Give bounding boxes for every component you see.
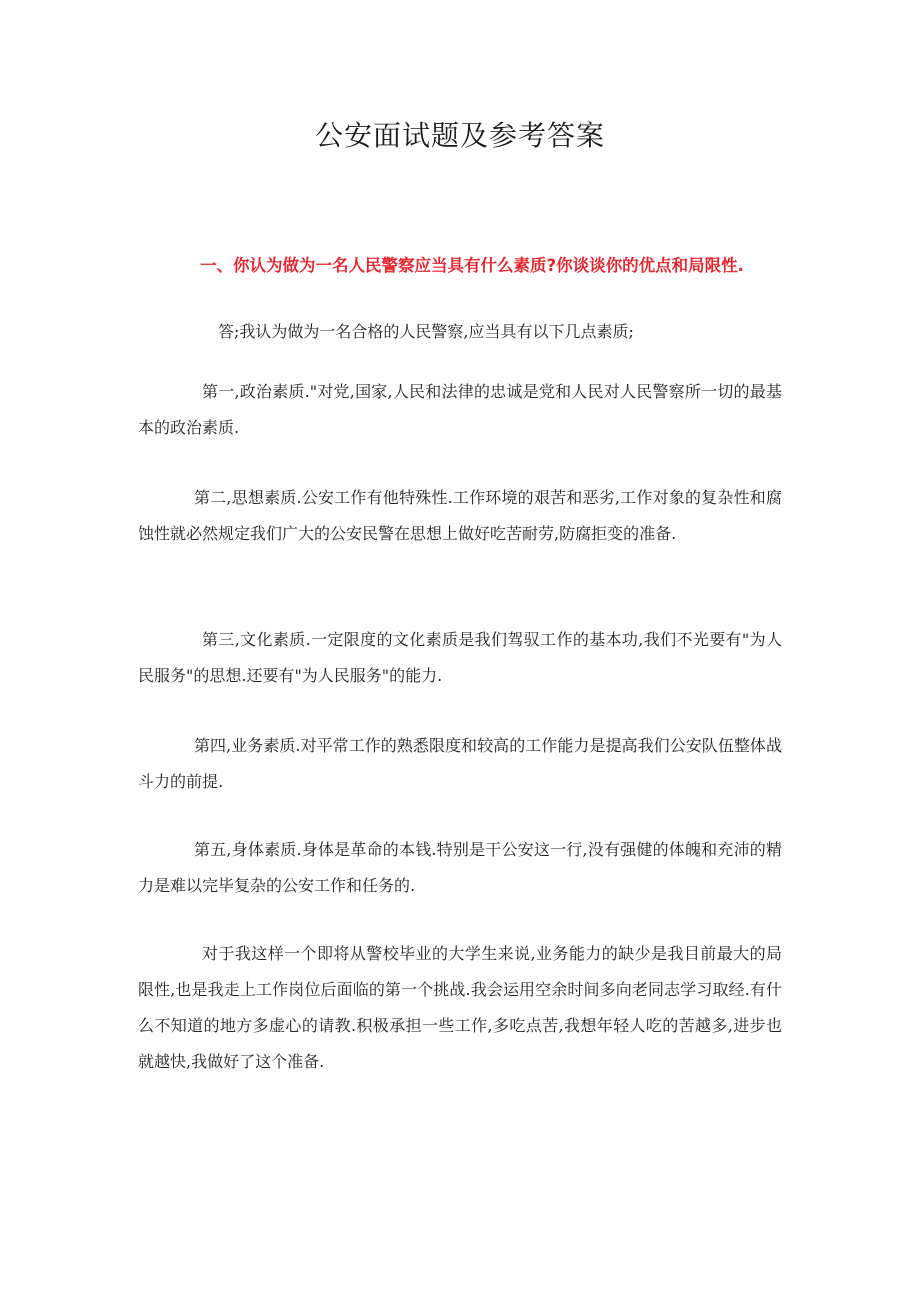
question-heading: 一、你认为做为一名人民警察应当具有什么素质?你谈谈你的优点和局限性. (200, 256, 744, 275)
document-title: 公安面试题及参考答案 (314, 119, 605, 152)
paragraph-limitations: 对于我这样一个即将从警校毕业的大学生来说,业务能力的缺少是我目前最大的局限性,也是我走上工作岗位后面临的第一个挑战.我会运用空余时间多向老同志学习取经.有什么不知道的地方多虚心的请教.积极承担一些工作,多吃点苦,我想年轻人吃的苦越多,进步也就越快,我做好了这个准备. (138, 944, 782, 1071)
answer-intro: 答;我认为做为一名合格的人民警察,应当具有以下几点素质; (218, 322, 634, 341)
paragraph-physical-quality: 第五,身体素质.身体是革命的本钱.特别是干公安这一行,没有强健的体魄和充沛的精力是难以完毕复杂的公安工作和任务的. (138, 840, 782, 895)
paragraph-cultural-quality: 第三,文化素质.一定限度的文化素质是我们驾驭工作的基本功,我们不光要有"为人民服务"的思想.还要有"为人民服务"的能力. (138, 630, 782, 685)
paragraph-political-quality: 第一,政治素质."对党,国家,人民和法律的忠诚是党和人民对人民警察所一切的最基本的政治素质. (138, 382, 782, 437)
paragraph-ideological-quality: 第二,思想素质.公安工作有他特殊性.工作环境的艰苦和恶劣,工作对象的复杂性和腐蚀性就必然规定我们广大的公安民警在思想上做好吃苦耐劳,防腐拒变的准备. (138, 488, 782, 543)
paragraph-professional-quality: 第四,业务素质.对平常工作的熟悉限度和较高的工作能力是提高我们公安队伍整体战斗力的前提. (138, 736, 782, 791)
